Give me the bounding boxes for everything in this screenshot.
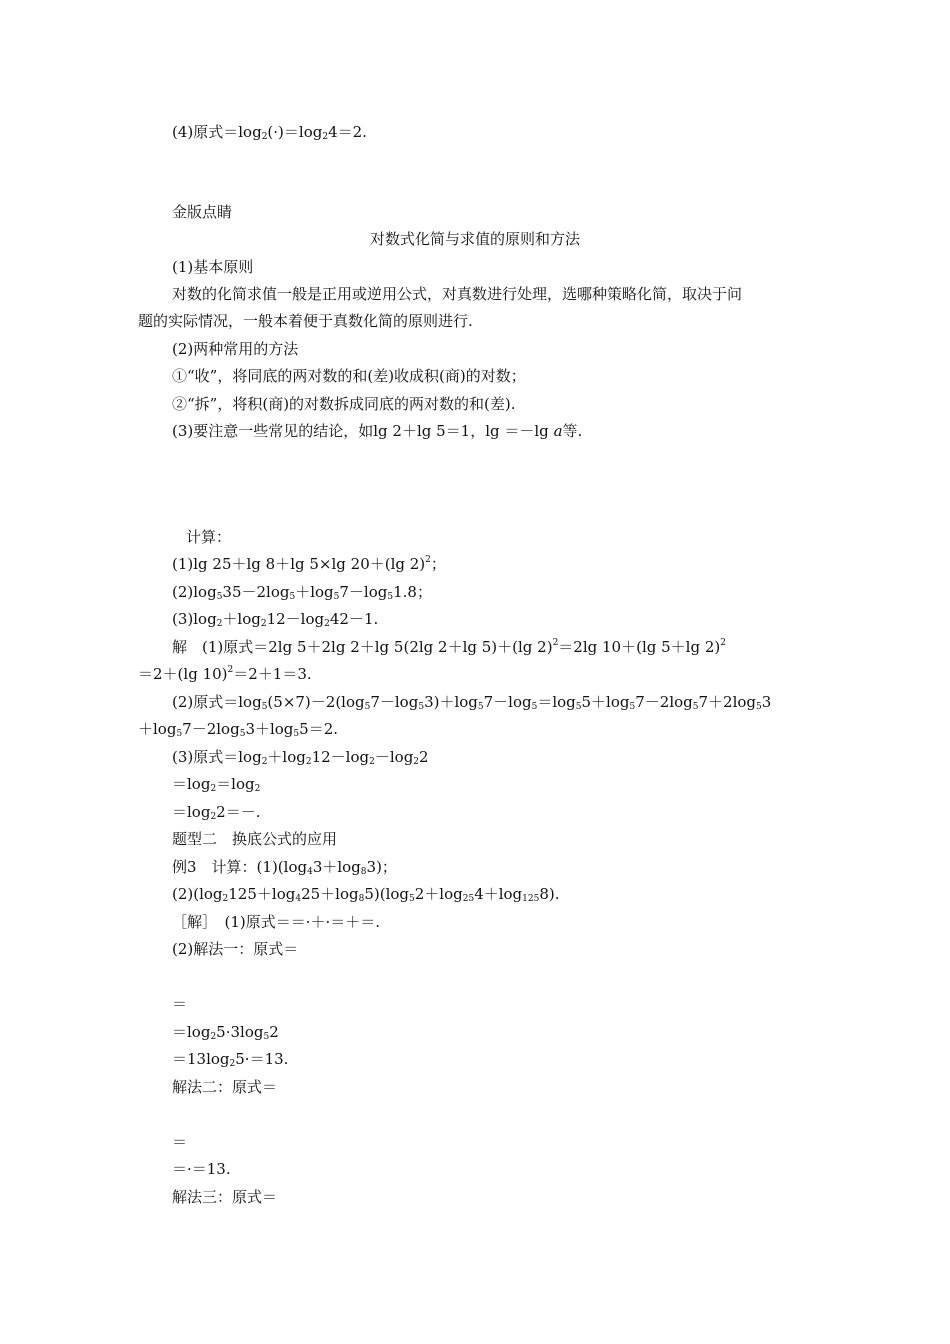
solution-1-line-1: 解 (1)原式＝2lg 5＋2lg 2＋lg 5(2lg 2＋lg 5)＋(lg 2)$^2$＝2lg 10＋(lg 5＋lg 2)$^2$ [172, 638, 726, 656]
method-2-heading: 解法二：原式＝ [172, 1078, 278, 1096]
solution-3-line-1: (3)原式$=\log_2+\log_212-\log_2-\log_22$ [172, 748, 429, 767]
basic-principle-heading: (1)基本原则 [172, 258, 254, 276]
example-3-solution-1: ［解］ (1)原式＝＝·＋·＝＋＝. [172, 913, 381, 931]
method-1-heading: (2)解法一：原式＝ [172, 940, 299, 958]
solution-2-line-1: (2)原式$=\log_5(5\times 7)-2(\log_57-\log_53)+\log_57-\log_5=\log_55+\log_57-2\log_57+2\log_53$ [172, 693, 772, 712]
jinban-title: 对数式化简与求值的原则和方法 [369, 230, 580, 248]
question-3: $(3)\log_2+\log_212-\log_242-1$. [172, 610, 379, 629]
example-3-line-1: 例3 计算：$(1)(\log_43+\log_83)$； [172, 858, 397, 877]
method-2-step-2: ＝·＝13. [172, 1160, 231, 1178]
question-1: (1)lg 25＋lg 8＋lg 5×lg 20＋(lg 2)$^2$； [172, 555, 446, 573]
method-2-step-1: ＝ [172, 1133, 188, 1151]
solution-3-line-2: $=\log_2=\log_2$ [172, 775, 261, 794]
solution-2-line-2: $+\log_57-2\log_53+\log_55=2$. [138, 720, 339, 739]
method-1-step-2: $=\log_25\cdot 3\log_52$ [172, 1023, 279, 1042]
solution-3-line-3: $=\log_22=-$. [172, 803, 261, 822]
jinban-heading: 金版点睛 [172, 203, 233, 221]
method-2: ②“拆”，将积(商)的对数拆成同底的两对数的和(差). [172, 395, 516, 413]
method-1-step-3: $=13\log_25\cdot=13$. [172, 1050, 289, 1069]
exercise-heading: 计算： [186, 528, 232, 546]
method-3-heading: 解法三：原式＝ [172, 1188, 278, 1206]
question-2: $(2)\log_535-2\log_5+\log_57-\log_51.8$； [172, 583, 432, 602]
example-3-line-2: $(2)(\log_2125+\log_425+\log_85)(\log_52+\log_{25}4+\log_{125}8)$. [172, 885, 560, 904]
solution-1-line-2: ＝2＋(lg 10)$^2$＝2＋1＝3. [138, 665, 312, 683]
part4-line: (4)原式$=\log_2(\cdot)=\log_24=2$. [172, 123, 367, 142]
method-1: ①“收”，将同底的两对数的和(差)收成积(商)的对数； [172, 367, 526, 385]
method-1-step-1: ＝ [172, 995, 188, 1013]
basic-principle-text-2: 题的实际情况，一般本着便于真数化简的原则进行. [138, 312, 473, 330]
note-line: (3)要注意一些常见的结论，如lg 2＋lg 5＝1，lg ＝－lg a等. [172, 422, 583, 440]
methods-heading: (2)两种常用的方法 [172, 340, 299, 358]
basic-principle-text-1: 对数的化简求值一般是正用或逆用公式，对真数进行处理，选哪种策略化简，取决于问 [172, 285, 743, 303]
type2-heading: 题型二 换底公式的应用 [172, 830, 338, 848]
